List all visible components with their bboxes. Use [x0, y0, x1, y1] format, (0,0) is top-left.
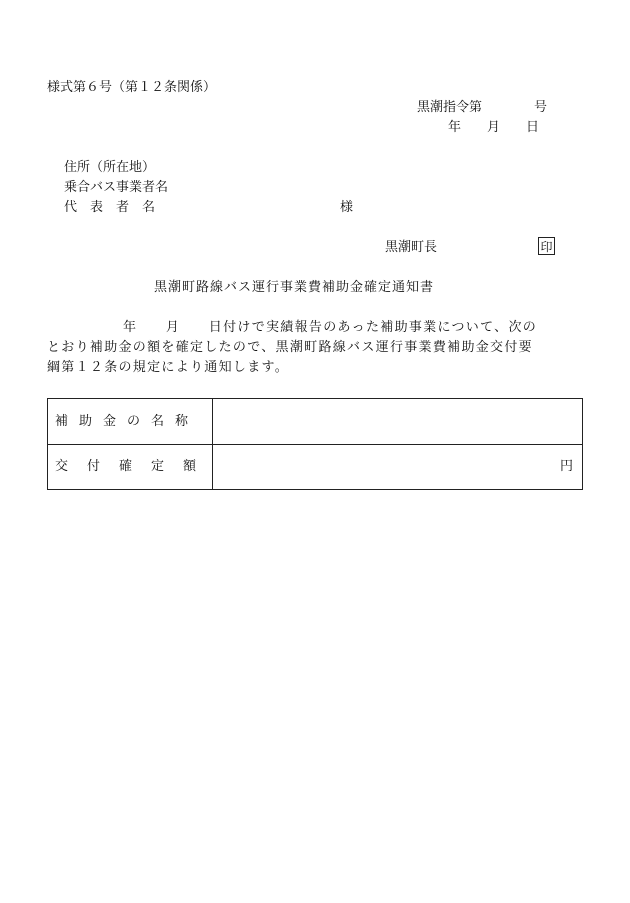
body-text-line: 綱第１２条の規定により通知します。 — [47, 360, 290, 375]
recipient-honorific: 様 — [340, 200, 354, 215]
recipient-representative-label: 代 表 者 名 — [64, 200, 156, 215]
recipient-business-label: 乗合バス事業者名 — [64, 180, 169, 195]
issuer-title: 黒潮町長 — [385, 240, 438, 255]
table-row-confirmed-amount — [48, 444, 582, 489]
confirmed-amount-label: 交付確定額 — [48, 444, 213, 489]
notice-number: 黒潮指令第 号 — [417, 100, 548, 115]
recipient-address-label: 住所（所在地） — [64, 160, 156, 175]
notice-date: 年 月 日 — [448, 120, 540, 135]
subsidy-name-label: 補助金の名称 — [48, 399, 213, 444]
table-row-subsidy-name — [48, 399, 582, 445]
body-text-line: とおり補助金の額を確定したので、黒潮町路線バス運行事業費補助金交付要 — [47, 340, 533, 355]
subsidy-table — [47, 398, 583, 490]
document-title: 黒潮町路線バス運行事業費補助金確定通知書 — [154, 280, 435, 295]
body-text-line: 年 月 日付けで実績報告のあった補助事業について、次の — [123, 320, 538, 335]
seal-mark: 印 — [538, 237, 555, 255]
confirmed-amount-unit: 円 — [559, 459, 573, 474]
subsidy-name-value — [213, 399, 582, 444]
form-number: 様式第６号（第１２条関係） — [47, 80, 217, 95]
